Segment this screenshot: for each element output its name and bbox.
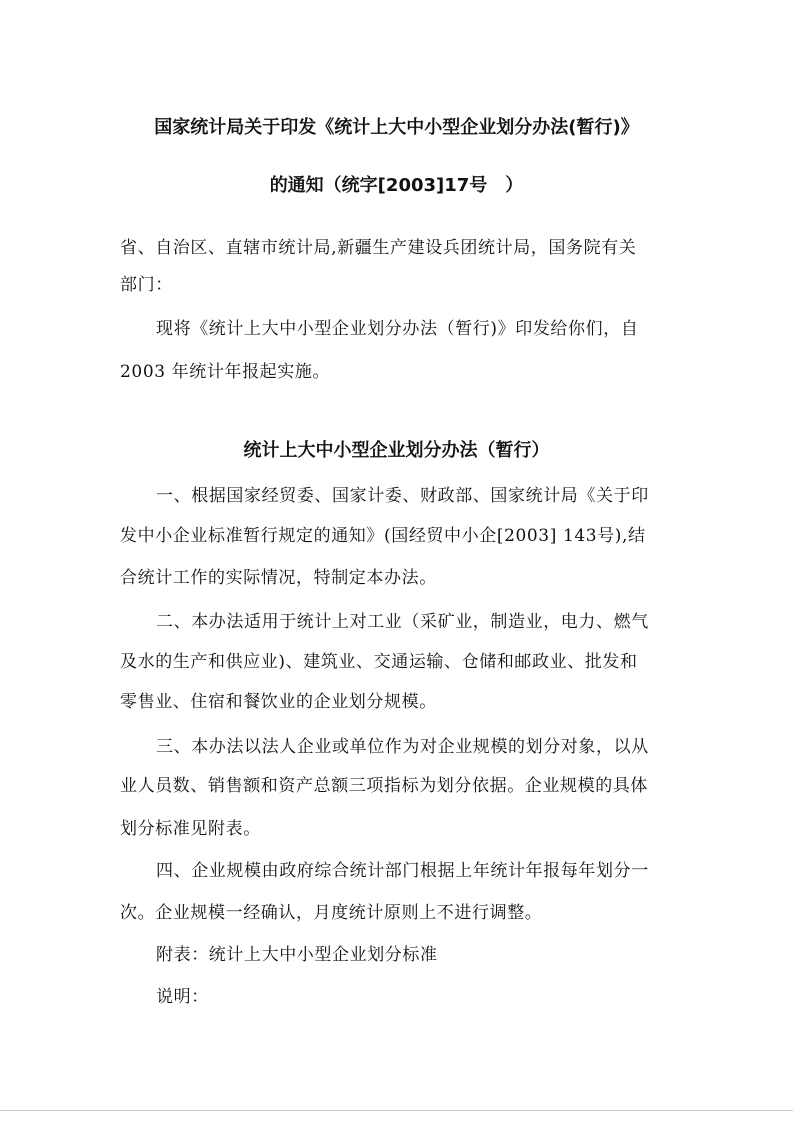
- article-3-line-2: 业人员数、销售额和资产总额三项指标为划分依据。企业规模的具体: [120, 776, 648, 796]
- section-title: 统计上大中小型企业划分办法（暂行）: [243, 440, 550, 461]
- article-3-line-3: 划分标准见附表。: [120, 819, 261, 839]
- article-4-line-1: 四、企业规模由政府综合统计部门根据上年统计年报每年划分一: [156, 861, 649, 881]
- notice-line-1: 现将《统计上大中小型企业划分办法（暂行)》印发给你们，自: [156, 319, 639, 339]
- addressee-line-2: 部门：: [120, 275, 173, 295]
- article-3-line-1: 三、本办法以法人企业或单位作为对企业规模的划分对象，以从: [156, 737, 649, 757]
- article-4-line-2: 次。企业规模一经确认，月度统计原则上不进行调整。: [120, 903, 543, 923]
- article-1-line-2: 发中小企业标准暂行规定的通知》(国经贸中小企[2003] 143号),结: [120, 526, 646, 546]
- article-2-line-1: 二、本办法适用于统计上对工业（采矿业，制造业，电力、燃气: [156, 612, 649, 632]
- article-1-line-3: 合统计工作的实际情况，特制定本办法。: [120, 568, 437, 588]
- attachment-line: 附表：统计上大中小型企业划分标准: [156, 945, 438, 965]
- notice-line-2: 2003 年统计年报起实施。: [120, 362, 331, 382]
- document-title-line-1: 国家统计局关于印发《统计上大中小型企业划分办法(暂行)》: [154, 117, 639, 138]
- explanation-line: 说明：: [156, 987, 209, 1007]
- addressee-line-1: 省、自治区、直辖市统计局,新疆生产建设兵团统计局，国务院有关: [120, 238, 637, 258]
- document-title-line-2: 的通知（统字[2003]17号 ）: [269, 175, 524, 196]
- article-1-line-1: 一、根据国家经贸委、国家计委、财政部、国家统计局《关于印: [156, 486, 649, 506]
- article-2-line-3: 零售业、住宿和餐饮业的企业划分规模。: [120, 692, 437, 712]
- page-bottom-divider: [0, 1110, 793, 1111]
- article-2-line-2: 及水的生产和供应业)、建筑业、交通运输、仓储和邮政业、批发和: [120, 652, 638, 672]
